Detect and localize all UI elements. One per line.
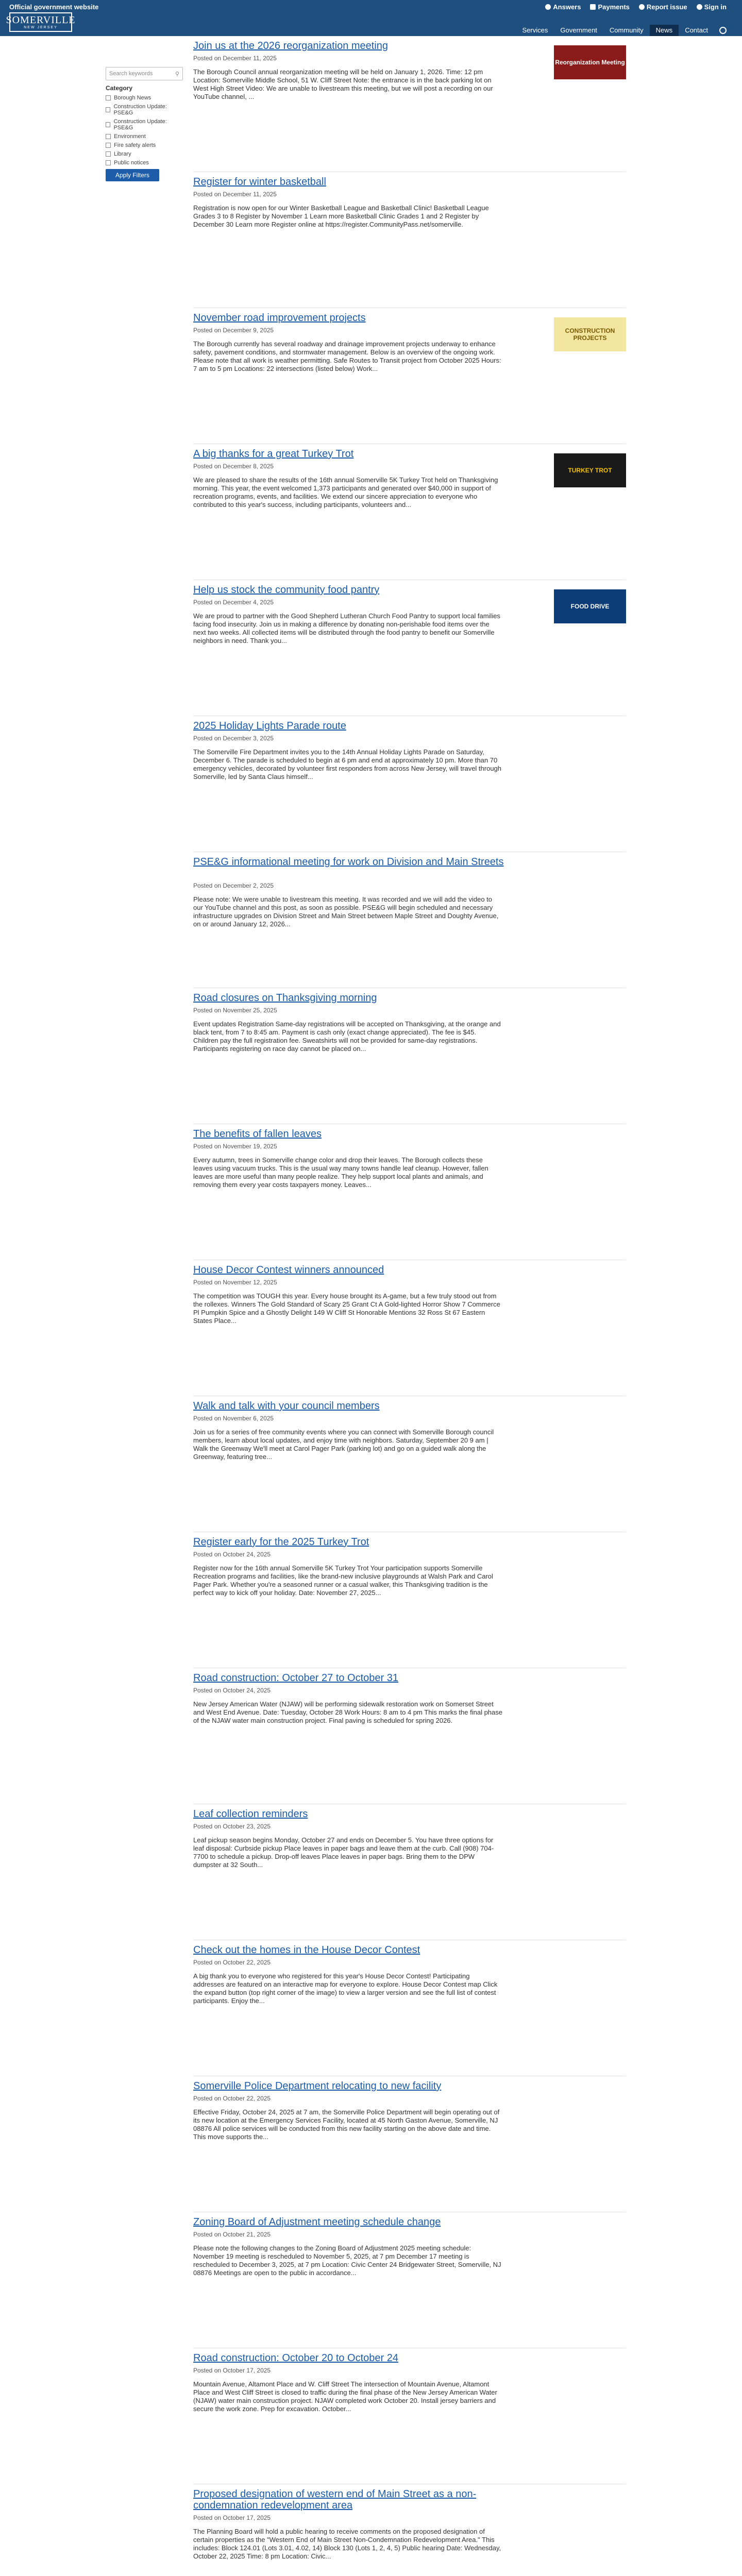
nav-services[interactable]: Services [522,26,548,34]
news-title-link[interactable]: Register for winter basketball [193,176,326,188]
news-title-link[interactable]: 2025 Holiday Lights Parade route [193,720,346,732]
news-date: Posted on October 22, 2025 [193,2095,271,2102]
news-summary: Every autumn, trees in Somerville change color and drop their leaves. The Borough collects these leaves using vacuum trucks. This is the usual way many towns handle leaf cleanup. However, fallen leaves are more useful than many people realize. They help support local plants and animals, and removing them every year costs taxpayers money. Leaves... [193,1156,488,1189]
news-summary: Event updates Registration Same-day registrations will be accepted on Thanksgiving, at the orange and black tent, from 7 to 8:45 am. Payment is cash only (exact change appreciated). The fee is $45. Children pay the full registration fee. Sweatshirts will not be provided for same-day registrations. Participants registering on race day cannot be placed on... [193,1020,501,1053]
news-thumbnail[interactable]: TURKEY TROT [554,453,626,487]
news-item [193,2216,626,2352]
category-checkbox[interactable]: Construction Update: PSE&G [106,118,183,131]
news-title-link[interactable]: November road improvement projects [193,312,366,324]
news-title-link[interactable]: Check out the homes in the House Decor Contest [193,1944,420,1956]
nav-contact[interactable]: Contact [685,26,708,34]
question-icon [545,4,551,10]
checkbox-icon [106,107,110,112]
news-title-link[interactable]: Road construction: October 20 to October 24 [193,2352,398,2364]
magnifier-icon: ⚲ [175,71,179,77]
site-header [0,0,742,36]
news-summary: We are pleased to share the results of the 16th annual Somerville 5K Turkey Trot held on Thanksgiving morning. This year, the event welcomed 1,373 participants and generated over $40,000 in support of recreation programs, events, and facilities. We extend our sincere appreciation to everyone who contributed to this year's success, including participants, volunteers and... [193,476,498,509]
news-date: Posted on December 11, 2025 [193,191,277,198]
news-date: Posted on November 25, 2025 [193,1007,277,1014]
news-item [193,312,626,448]
news-date: Posted on November 12, 2025 [193,1279,277,1286]
news-summary: Please note the following changes to the Zoning Board of Adjustment 2025 meeting schedule: November 19 meeting is rescheduled to November 5, 2025, at 7 pm December 17 meeting is rescheduled to December 3, 2025, at 7 pm Location: Civic Center 24 Bridgewater Street, Somerville, NJ 08876 Meetings are open to the public in accordance... [193,2244,501,2277]
utility-report-issue[interactable]: Report issue [639,3,687,11]
news-date: Posted on December 3, 2025 [193,735,274,742]
news-item [193,992,626,1128]
category-checkbox[interactable]: Public notices [106,160,183,166]
news-date: Posted on October 23, 2025 [193,1823,271,1830]
main-content [0,36,742,2576]
news-title-link[interactable]: The benefits of fallen leaves [193,1128,322,1140]
utility-payments[interactable]: Payments [590,3,629,11]
news-summary: Join us for a series of free community events where you can connect with Somerville Borough council members, learn about local updates, and enjoy time with neighbors. Saturday, September 20 9 am | Walk the Greenway We'll meet at Carol Pager Park (parking lot) and go on a guided walk along the Greenway, featuring tree... [193,1428,494,1461]
news-title-link[interactable]: Leaf collection reminders [193,1808,308,1820]
news-summary: Leaf pickup season begins Monday, October 27 and ends on December 5. You have three options for leaf disposal: Curbside pickup Place leaves in paper bags and leave them at the curb. Call (908) 704-7700 to schedule a pickup. Drop-off leaves Place leaves in paper bags. Bring them to the DPW dumpster at 32 South... [193,1836,494,1869]
news-title-link[interactable]: Road construction: October 27 to October 31 [193,1672,398,1684]
news-title-link[interactable]: PSE&G informational meeting for work on Division and Main Streets [193,856,504,868]
checkbox-icon [106,151,111,157]
alert-icon [639,4,645,10]
news-item [193,1672,626,1808]
news-date: Posted on December 2, 2025 [193,882,274,889]
news-item [193,176,626,312]
nav-community[interactable]: Community [609,26,644,34]
news-item [193,1400,626,1536]
news-item [193,1128,626,1264]
official-banner: Official government website [9,3,99,11]
category-checkbox[interactable]: Fire safety alerts [106,142,183,148]
news-date: Posted on October 17, 2025 [193,2367,271,2374]
card-icon [590,4,596,10]
news-date: Posted on November 19, 2025 [193,1143,277,1150]
news-title-link[interactable]: Proposed designation of western end of Main Street as a non-condemnation redevelopment area [193,2488,477,2511]
utility-nav [545,3,727,11]
news-item [193,2352,626,2488]
news-date: Posted on December 4, 2025 [193,599,274,606]
news-title-link[interactable]: House Decor Contest winners announced [193,1264,384,1276]
news-title-link[interactable]: Register early for the 2025 Turkey Trot [193,1536,369,1548]
news-summary: Mountain Avenue, Altamont Place and W. Cliff Street The intersection of Mountain Avenue, Altamont Place and West Cliff Street is closed to traffic during the final phase of the New Jersey American Water (NJAW) water main construction project. NJAW completed work October 20. Install jersey barriers and secure the work zone. Prep for excavation. October... [193,2380,497,2413]
news-date: Posted on October 24, 2025 [193,1551,271,1558]
news-item [193,720,626,856]
search-input[interactable] [106,67,183,80]
news-date: Posted on October 21, 2025 [193,2231,271,2238]
news-title-link[interactable]: Walk and talk with your council members [193,1400,380,1412]
news-date: Posted on December 9, 2025 [193,327,274,334]
news-date: Posted on December 11, 2025 [193,55,277,62]
news-item [193,40,626,176]
news-summary: The Somerville Fire Department invites you to the 14th Annual Holiday Lights Parade on Saturday, December 6. The parade is scheduled to begin at 6 pm and end at approximately 10 pm. More than 70 emergency vehicles, decorated by volunteer first responders from across New Jersey, will travel through Somerville, led by Santa Claus himself... [193,748,502,781]
checkbox-icon [106,134,111,139]
news-item [193,2080,626,2216]
news-title-link[interactable]: Road closures on Thanksgiving morning [193,992,377,1004]
user-icon [697,4,702,10]
news-item [193,1808,626,1944]
search-icon[interactable] [719,27,727,34]
logo-name: SOMERVILLE [6,14,76,26]
category-title: Category [106,84,133,92]
news-date: Posted on November 6, 2025 [193,1415,274,1422]
news-summary: The Borough currently has several roadway and drainage improvement projects underway to enhance safety, pavement conditions, and stormwater management. Below is an overview of the ongoing work. Please note that all work is weather permitting. Safe Routes to Transit project from October 2025 Hours: 7 am to 5 pm Locations: 22 intersections (listed below) Work... [193,340,501,372]
utility-answers[interactable]: Answers [545,3,581,11]
news-summary: A big thank you to everyone who registered for this year's House Decor Contest! Participating addresses are featured on an interactive map for everyone to explore. House Decor Contest map Click the expand button (top right corner of the image) to view a larger version and see the full list of contest participants. Enjoy the... [193,1972,498,2005]
news-summary: The Planning Board will hold a public hearing to receive comments on the proposed designation of certain properties as the "Western End of Main Street Non-Condemnation Redevelopment Area." This includes: Block 124.01 (Lots 3.01, 4.02, 14) Block 130 (Lots 1, 2, 4, 5) Public hearing Date: Wednesday, October 22, 2025 Time: 8 pm Location: Civic... [193,2528,501,2560]
news-item [193,856,626,992]
category-checkbox[interactable]: Construction Update: PSE&G [106,104,183,116]
news-list [193,40,626,2576]
news-summary: We are proud to partner with the Good Shepherd Lutheran Church Food Pantry to support local families facing food insecurity. Join us in making a difference by donating non-perishable food items over the next two weeks. All collected items will be distributed through the food pantry to benefit our Somerville neighbors in need. Thank you... [193,612,500,645]
utility-sign-in[interactable]: Sign in [697,3,727,11]
checkbox-icon [106,122,110,127]
search-placeholder: Search keywords [109,71,153,77]
news-title-link[interactable]: A big thanks for a great Turkey Trot [193,448,354,460]
news-item [193,1944,626,2080]
news-thumbnail[interactable]: FOOD DRIVE [554,589,626,623]
news-date: Posted on October 22, 2025 [193,1959,271,1966]
news-item [193,1264,626,1400]
news-thumbnail[interactable]: CONSTRUCTION PROJECTS [554,317,626,351]
main-nav [516,25,732,36]
news-summary: New Jersey American Water (NJAW) will be performing sidewalk restoration work on Somerset Street and West End Avenue. Date: Tuesday, October 28 Work Hours: 8 am to 4 pm This marks the final phase of the NJAW water main construction project. Final paving is scheduled for spring 2026. [193,1700,502,1724]
news-date: Posted on October 17, 2025 [193,2514,271,2521]
news-date: Posted on October 24, 2025 [193,1687,271,1694]
news-item [193,448,626,584]
site-logo[interactable] [6,12,76,32]
news-title-link[interactable]: Somerville Police Department relocating to new facility [193,2080,442,2092]
checkbox-icon [106,143,111,148]
news-item [193,584,626,720]
news-title-link[interactable]: Help us stock the community food pantry [193,584,380,596]
apply-filters-button[interactable]: Apply Filters [106,169,159,181]
news-title-link[interactable]: Zoning Board of Adjustment meeting schedule change [193,2216,441,2228]
news-title-link[interactable]: Join us at the 2026 reorganization meeting [193,40,389,52]
news-summary: Registration is now open for our Winter Basketball League and Basketball Clinic! Basketball League Grades 3 to 8 Register by November 1 Learn more Basketball Clinic Grades 1 and 2 Register by December 30 Learn more Register online at https://register.CommunityPass.net/somerville. [193,204,489,228]
category-checkbox[interactable]: Environment [106,133,183,140]
checkbox-icon [106,95,111,100]
news-item [193,1536,626,1672]
news-item [193,2488,626,2576]
nav-news[interactable]: News [650,25,679,36]
category-checkbox[interactable]: Borough News [106,95,183,101]
checkbox-icon [106,160,111,165]
news-thumbnail[interactable]: Reorganization Meeting [554,45,626,79]
logo-state: NEW JERSEY [24,26,58,29]
news-summary: The Borough Council annual reorganization meeting will be held on January 1, 2026. Time: 12 pm Location: Somerville Middle School, 51 W. Cliff Street Note: the entrance is in the back parking lot on West High Street Video: We are unable to livestream this meeting, but we will post a recording on our YouTube channel, ... [193,68,493,100]
filter-sidebar [106,67,183,181]
news-summary: Effective Friday, October 24, 2025 at 7 am, the Somerville Police Department will begin operating out of its new location at the Emergency Services Facility, located at 45 North Gaston Avenue, Somerville, NJ 08876 All police services will be conducted from this new facility starting on the above date and time. This move supports the... [193,2108,500,2141]
news-summary: The competition was TOUGH this year. Every house brought its A-game, but a few truly stood out from the rollexes. Winners The Gold Standard of Scary 25 Grant Ct A Gold-lighted Horror Show 7 Commerce Pl Pumpkin Spice and a Ghostly Delight 149 W Cliff St Honorable Mentions 32 Ross St 67 Eastern States Place... [193,1292,500,1325]
category-checkbox[interactable]: Library [106,151,183,157]
news-summary: Please note: We were unable to livestream this meeting. It was recorded and we will add the video to our YouTube channel and this post, as soon as possible. PSE&G will begin scheduled and necessary infrastructure upgrades on Division Street and Main Street between Maple Street and Doughty Avenue, on or around January 12, 2026... [193,895,499,928]
nav-government[interactable]: Government [560,26,597,34]
news-date: Posted on December 8, 2025 [193,463,274,470]
news-summary: Register now for the 16th annual Somerville 5K Turkey Trot Your participation supports Somerville Recreation programs and facilities, like the brand-new inclusive playgrounds at Walsh Park and Carol Pager Park. Whether you're a seasoned runner or a casual walker, this Thanksgiving tradition is the perfect way to kick off your holiday. Date: November 27, 2025... [193,1564,493,1597]
